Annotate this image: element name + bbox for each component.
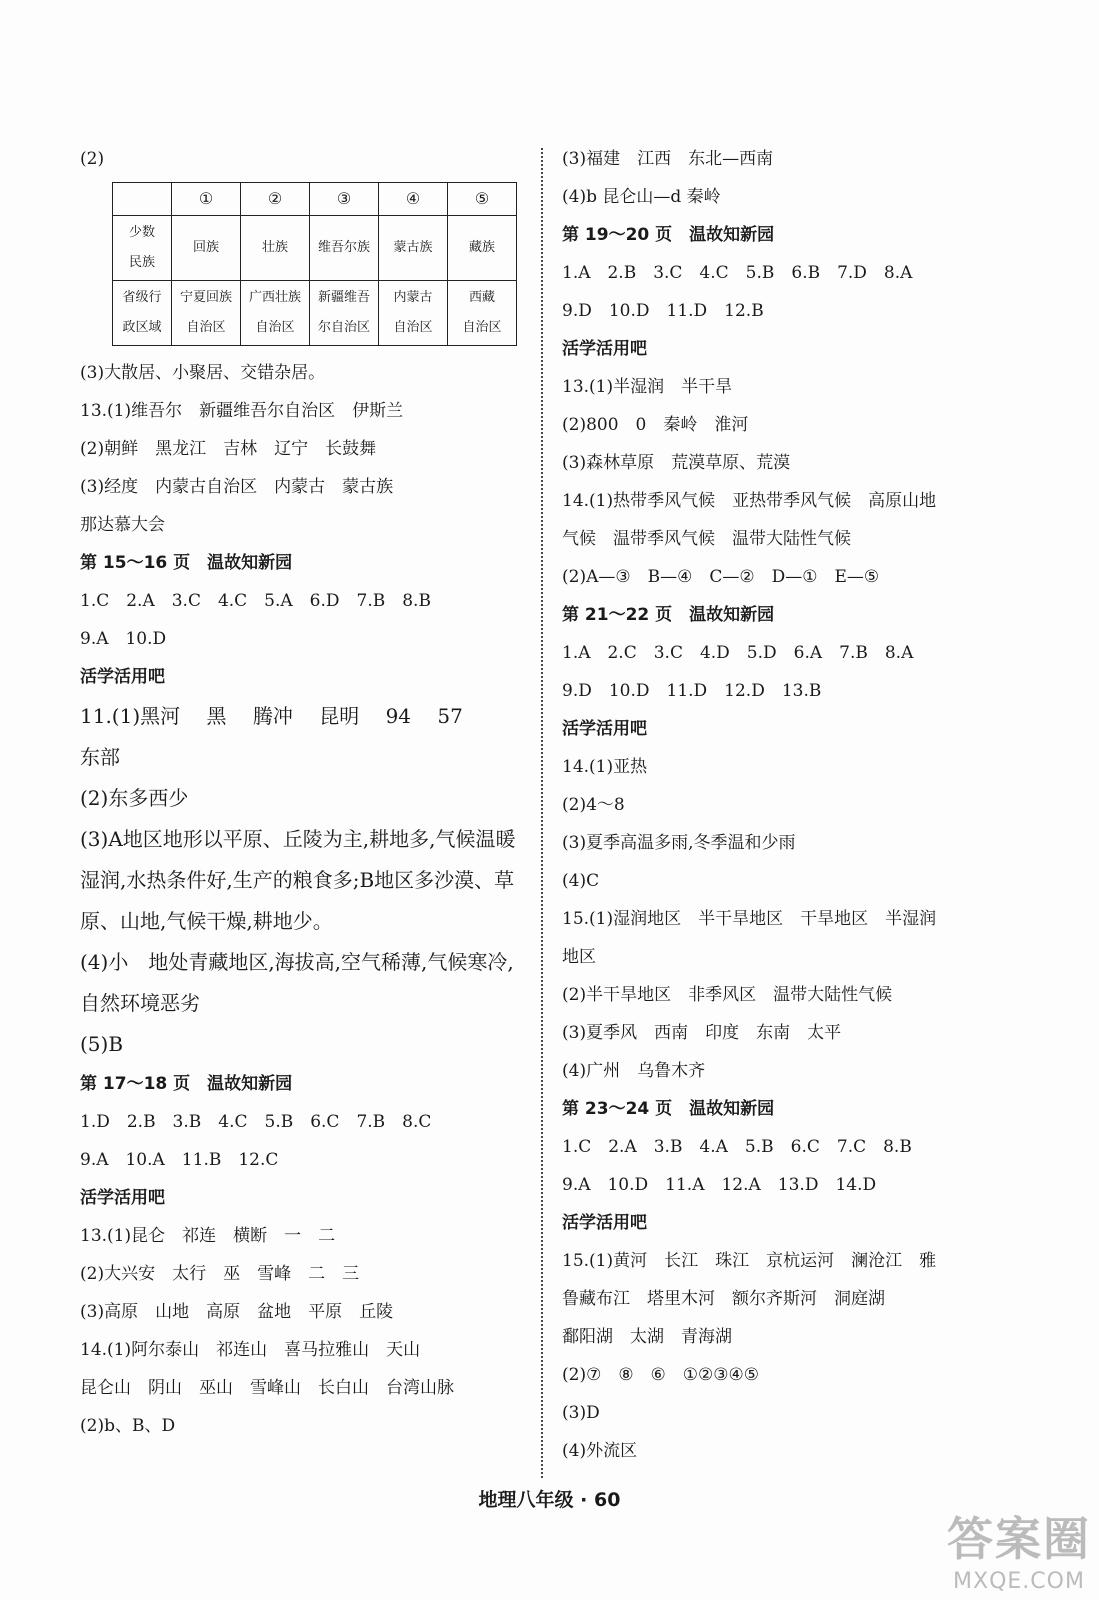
answer-line: 9.A 10.D (80, 629, 167, 649)
right-answer-lines (562, 140, 1022, 1470)
section-heading: 活学活用吧 (562, 1213, 647, 1233)
table-cell: 宁夏回族 自治区 (172, 281, 241, 346)
section-heading: 第 15～16 页 温故知新园 (80, 553, 293, 573)
answer-line: 9.A 10.D 11.A 12.A 13.D 14.D (562, 1175, 877, 1195)
answer-line: 14.(1)热带季风气候 亚热带季风气候 高原山地 (562, 491, 937, 511)
table-label: (2) (80, 149, 105, 169)
table-cell: 广西壮族 自治区 (241, 281, 310, 346)
answer-line: 13.(1)维吾尔 新疆维吾尔自治区 伊斯兰 (80, 401, 404, 421)
row-header: 少数 民族 (113, 216, 172, 281)
section-heading: 活学活用吧 (80, 667, 165, 687)
answer-line: 1.A 2.C 3.C 4.D 5.D 6.A 7.B 8.A (562, 643, 914, 663)
answer-line: (4)小 地处青藏地区,海拔高,空气稀薄,气候寒冷,自然环境恶劣 (80, 950, 514, 1015)
answer-line: (2)朝鲜 黑龙江 吉林 辽宁 长鼓舞 (80, 439, 377, 459)
watermark-url: MXQE.COM (953, 1569, 1085, 1594)
section-heading: 第 19～20 页 温故知新园 (562, 225, 775, 245)
table-corner (113, 183, 172, 216)
table-header-row (113, 183, 517, 216)
answer-line: (4)C (562, 871, 600, 891)
table-cell: 藏族 (448, 216, 517, 281)
table-cell: 西藏 自治区 (448, 281, 517, 346)
answer-line: (2)4～8 (562, 795, 625, 815)
answer-line: 1.C 2.A 3.B 4.A 5.B 6.C 7.C 8.B (562, 1137, 912, 1157)
answer-line: 11.(1)黑河 黑 腾冲 昆明 94 57 (80, 704, 463, 728)
table-row (113, 281, 517, 346)
answer-line: 14.(1)亚热 (562, 757, 648, 777)
table-cell: 内蒙古 自治区 (379, 281, 448, 346)
answer-line: (3)大散居、小聚居、交错杂居。 (80, 363, 326, 383)
section-heading: 活学活用吧 (562, 719, 647, 739)
answer-line: 那达慕大会 (80, 515, 165, 535)
answer-line: 15.(1)黄河 长江 珠江 京杭运河 澜沧江 雅 (562, 1251, 937, 1271)
table-cell: 蒙古族 (379, 216, 448, 281)
answer-line: 1.A 2.B 3.C 4.C 5.B 6.B 7.D 8.A (562, 263, 913, 283)
table-cell: 回族 (172, 216, 241, 281)
answer-line: (2)大兴安 太行 巫 雪峰 二 三 (80, 1264, 360, 1284)
answer-line: (2)b、B、D (80, 1416, 176, 1436)
answer-line: (4)外流区 (562, 1441, 638, 1461)
answer-line: 9.A 10.A 11.B 12.C (80, 1150, 279, 1170)
table-col-header: ④ (379, 183, 448, 216)
table-cell: 维吾尔族 (310, 216, 379, 281)
watermark-text: 答案圈 (947, 1512, 1091, 1566)
answer-line: 9.D 10.D 11.D 12.D 13.B (562, 681, 822, 701)
answer-line: (2)⑦ ⑧ ⑥ ①②③④⑤ (562, 1365, 760, 1385)
section-heading: 活学活用吧 (562, 339, 647, 359)
ethnic-table (112, 182, 517, 346)
watermark-logo (947, 1503, 1091, 1594)
answer-line: 13.(1)昆仑 祁连 横断 一 二 (80, 1226, 336, 1246)
answer-line: 东部 (80, 745, 120, 769)
answer-line: (3)夏季风 西南 印度 东南 太平 (562, 1023, 842, 1043)
answer-line: (5)B (80, 1032, 124, 1056)
left-answer-lines (80, 354, 525, 1445)
section-heading: 第 21～22 页 温故知新园 (562, 605, 775, 625)
section-heading: 第 17～18 页 温故知新园 (80, 1074, 293, 1094)
section-heading: 第 23～24 页 温故知新园 (562, 1099, 775, 1119)
answer-line: 鄱阳湖 太湖 青海湖 (562, 1327, 732, 1347)
answer-line: (2)东多西少 (80, 786, 189, 810)
answer-line: (3)A地区地形以平原、丘陵为主,耕地多,气候温暖湿润,水热条件好,生产的粮食多;B地区多沙漠、草原、山地,气候干燥,耕地少。 (80, 827, 516, 933)
answer-line: 鲁藏布江 塔里木河 额尔齐斯河 洞庭湖 (562, 1289, 885, 1309)
answer-line: 14.(1)阿尔泰山 祁连山 喜马拉雅山 天山 (80, 1340, 421, 1360)
table-col-header: ⑤ (448, 183, 517, 216)
page-footer: 地理八年级 · 60 (478, 1489, 621, 1511)
answer-line: (2)800 0 秦岭 淮河 (562, 415, 749, 435)
answer-line: (3)森林草原 荒漠草原、荒漠 (562, 453, 791, 473)
column-divider (541, 148, 543, 1478)
answer-line: (3)福建 江西 东北—西南 (562, 149, 774, 169)
right-column (562, 140, 1022, 1470)
answer-line: (3)D (562, 1403, 600, 1423)
table-cell: 壮族 (241, 216, 310, 281)
answer-line: 昆仑山 阴山 巫山 雪峰山 长白山 台湾山脉 (80, 1378, 454, 1398)
table-cell: 新疆维吾 尔自治区 (310, 281, 379, 346)
row-header: 省级行 政区域 (113, 281, 172, 346)
left-column (80, 140, 525, 1445)
answer-line: (4)b 昆仑山—d 秦岭 (562, 187, 721, 207)
section-heading: 活学活用吧 (80, 1188, 165, 1208)
answer-line: (2)半干旱地区 非季风区 温带大陆性气候 (562, 985, 893, 1005)
answer-line: 1.D 2.B 3.B 4.C 5.B 6.C 7.B 8.C (80, 1112, 432, 1132)
answer-line: (2)A—③ B—④ C—② D—① E—⑤ (562, 567, 880, 587)
answer-line: 9.D 10.D 11.D 12.B (562, 301, 764, 321)
answer-line: (3)经度 内蒙古自治区 内蒙古 蒙古族 (80, 477, 394, 497)
answer-line: 气候 温带季风气候 温带大陆性气候 (562, 529, 851, 549)
table-col-header: ② (241, 183, 310, 216)
answer-line: 1.C 2.A 3.C 4.C 5.A 6.D 7.B 8.B (80, 591, 431, 611)
answer-line: (3)高原 山地 高原 盆地 平原 丘陵 (80, 1302, 394, 1322)
table-col-header: ① (172, 183, 241, 216)
answer-line: (3)夏季高温多雨,冬季温和少雨 (562, 833, 796, 853)
answer-line: 15.(1)湿润地区 半干旱地区 干旱地区 半湿润 (562, 909, 937, 929)
table-row (113, 216, 517, 281)
answer-line: 13.(1)半湿润 半干旱 (562, 377, 733, 397)
answer-line: 地区 (562, 947, 596, 967)
table-col-header: ③ (310, 183, 379, 216)
answer-line: (4)广州 乌鲁木齐 (562, 1061, 706, 1081)
